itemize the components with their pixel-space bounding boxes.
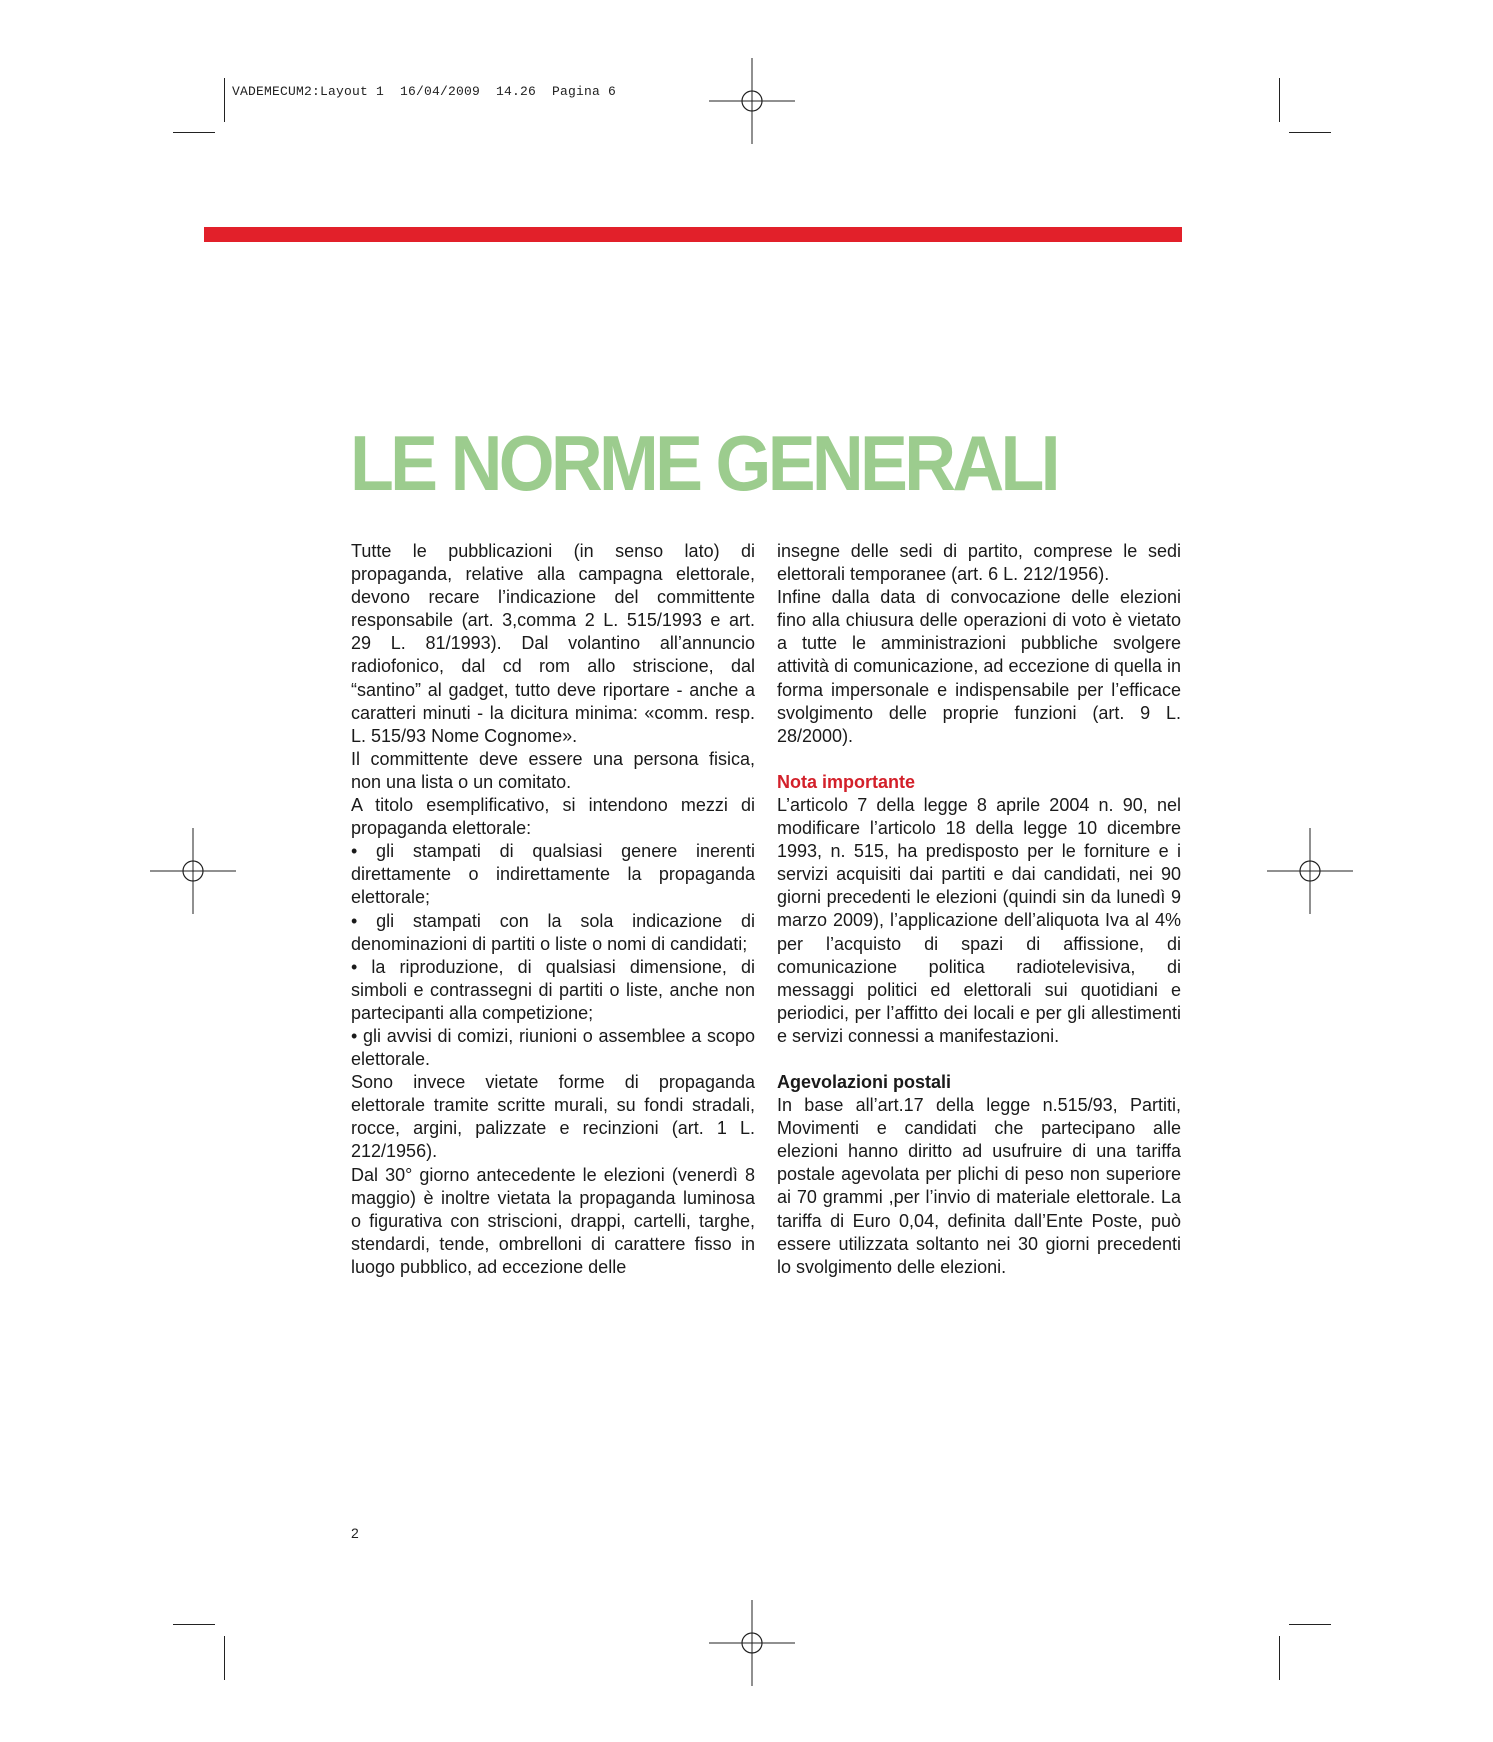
bullet-item: • la riproduzione, di qualsiasi dimensione, di simboli e contrassegni di partiti o liste, anche non partecipanti alla competizione; bbox=[351, 956, 755, 1023]
agevolazioni-heading: Agevolazioni postali bbox=[777, 1071, 952, 1092]
paragraph: A titolo esemplificativo, si intendono mezzi di propaganda elettorale: bbox=[351, 795, 755, 839]
crop-mark-top-left-vertical bbox=[224, 78, 225, 122]
red-header-rule bbox=[204, 227, 1182, 242]
paragraph: Il committente deve essere una persona fisica, non una lista o un comitato. bbox=[351, 748, 755, 792]
crop-mark-top-right-horizontal bbox=[1289, 132, 1331, 133]
crop-mark-top-right-vertical bbox=[1279, 78, 1280, 122]
registration-mark-left-icon bbox=[150, 828, 236, 914]
crop-mark-bottom-left-vertical bbox=[224, 1636, 225, 1680]
agevolazioni-text: In base all’art.17 della legge n.515/93, Partiti, Movimenti e candidati che partecipano alle elezioni hanno diritto ad usufruire di una tariffa postale agevolata per plichi di peso non superiore ai 70 grammi ,per l’invio di materiale elettorale. La tariffa di Euro 0,04, definita dall’Ente Poste, può essere utilizzata soltanto nei 30 giorni precedenti lo svolgimento delle elezioni. bbox=[777, 1095, 1181, 1277]
spacer bbox=[777, 1048, 1181, 1071]
spacer bbox=[777, 748, 1181, 771]
paragraph: Dal 30° giorno antecedente le elezioni (venerdì 8 maggio) è inoltre vietata la propaganda luminosa o figurativa con striscioni, drappi, cartelli, targhe, stendardi, tende, ombrelloni di carattere fisso in luogo pubblico, ad eccezione delle bbox=[351, 1164, 755, 1277]
left-text-column bbox=[351, 540, 755, 1279]
registration-mark-top-icon bbox=[709, 58, 795, 144]
nota-heading: Nota importante bbox=[777, 771, 916, 792]
bullet-item: • gli stampati con la sola indicazione di denominazioni di partiti o liste o nomi di candidati; bbox=[351, 910, 755, 954]
registration-mark-right-icon bbox=[1267, 828, 1353, 914]
print-slug: VADEMECUM2:Layout 1 16/04/2009 14.26 Pagina 6 bbox=[232, 84, 617, 99]
crop-mark-bottom-right-horizontal bbox=[1289, 1624, 1331, 1625]
paragraph: Sono invece vietate forme di propaganda elettorale tramite scritte murali, su fondi stradali, rocce, argini, palizzate e recinzioni (art. 1 L. 212/1956). bbox=[351, 1072, 755, 1162]
paragraph: insegne delle sedi di partito, comprese le sedi elettorali temporanee (art. 6 L. 212/1956). bbox=[777, 541, 1181, 585]
paragraph: Tutte le pubblicazioni (in senso lato) di propaganda, relative alla campagna elettorale, devono recare l’indicazione del committente responsabile (art. 3,comma 2 L. 515/1993 e art. 29 L. 81/1993). Dal volantino all’annuncio radiofonico, dal cd rom allo striscione, dal “santino” al gadget, tutto deve riportare - anche a caratteri minuti - la dicitura minima: «comm. resp. L. 515/93 Nome Cognome». bbox=[351, 541, 755, 746]
crop-mark-bottom-right-vertical bbox=[1279, 1636, 1280, 1680]
registration-mark-bottom-icon bbox=[709, 1600, 795, 1686]
paragraph: Infine dalla data di convocazione delle elezioni fino alla chiusura delle operazioni di voto è vietato a tutte le amministrazioni pubbliche svolgere attività di comunicazione, ad eccezione di quella in forma impersonale e indispensabile per l’efficace svolgimento delle proprie funzioni (art. 9 L. 28/2000). bbox=[777, 587, 1181, 746]
crop-mark-bottom-left-horizontal bbox=[173, 1624, 215, 1625]
bullet-item: • gli stampati di qualsiasi genere inerenti direttamente o indirettamente la propaganda elettorale; bbox=[351, 841, 755, 908]
right-text-column bbox=[777, 540, 1181, 1279]
page-title: LE NORME GENERALI bbox=[350, 419, 1057, 507]
nota-text: L’articolo 7 della legge 8 aprile 2004 n. 90, nel modificare l’articolo 18 della legge 10 dicembre 1993, n. 515, ha predisposto per le forniture e i servizi acquisiti dai partiti e dai candidati, nei 90 giorni precedenti le elezioni (quindi sin da lunedì 9 marzo 2009), l’applicazione dell’aliquota Iva al 4% per l’acquisto di spazi di affissione, di comunicazione politica radiotelevisiva, di messaggi politici ed elettorali sui quotidiani e periodici, per l’affitto dei locali e per gli allestimenti e servizi connessi a manifestazioni. bbox=[777, 794, 1181, 1046]
bullet-item: • gli avvisi di comizi, riunioni o assemblee a scopo elettorale. bbox=[351, 1025, 755, 1070]
crop-mark-top-left-horizontal bbox=[173, 132, 215, 133]
page-number: 2 bbox=[351, 1525, 359, 1541]
